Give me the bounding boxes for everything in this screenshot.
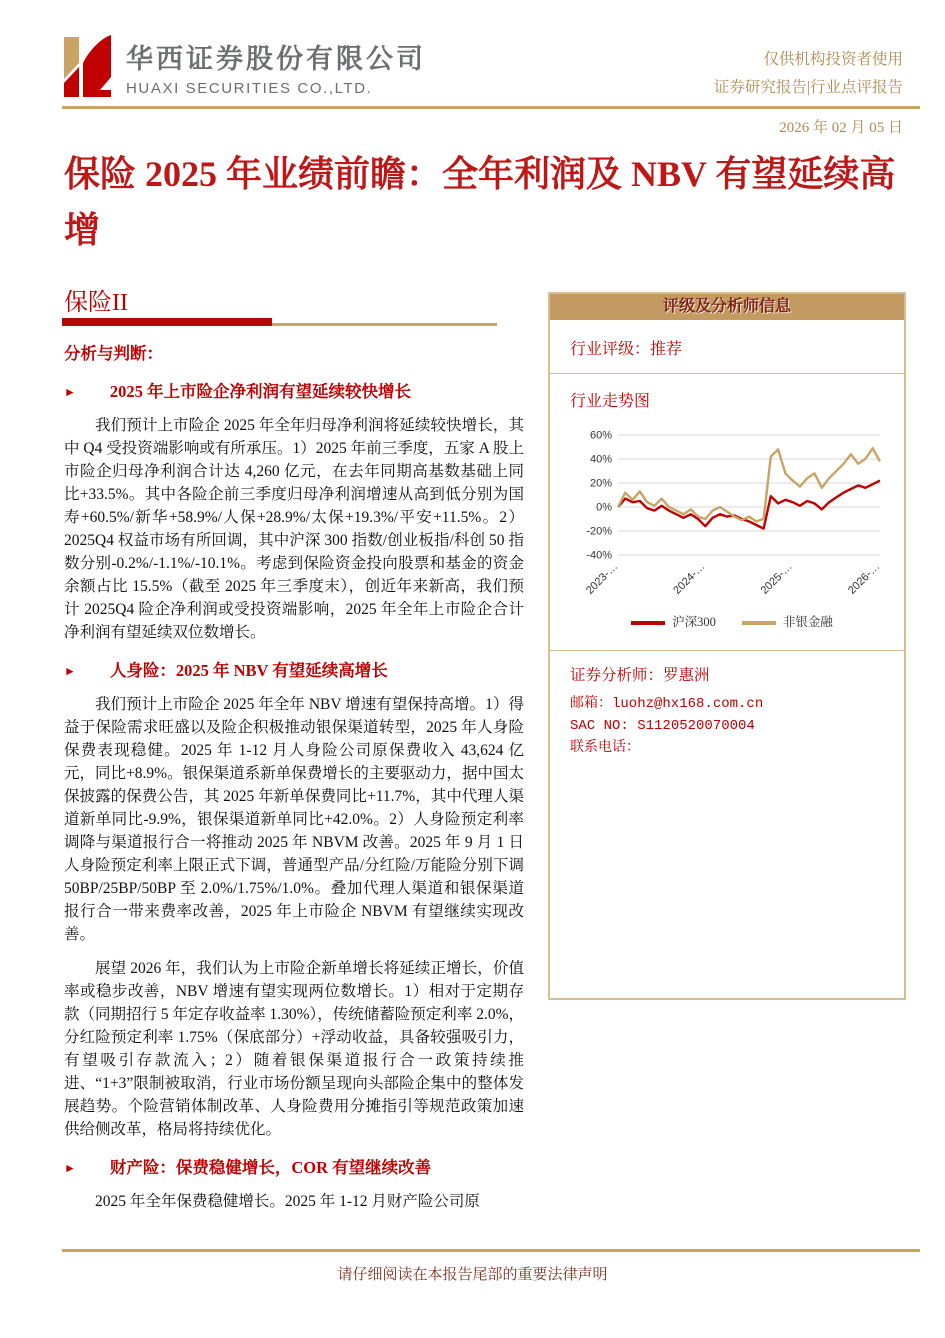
svg-text:20%: 20% xyxy=(589,477,612,490)
brand-block xyxy=(126,37,426,97)
analyst-sac-number: SAC NO: S1120520070004 xyxy=(570,718,755,734)
section-heading-1 xyxy=(64,380,524,405)
trend-chart-legend xyxy=(570,612,894,630)
svg-text:0%: 0% xyxy=(596,501,612,514)
section-1-paragraph-1: 我们预计上市险企 2025 年全年归母净利润将延续较快增长，其中 Q4 受投资端影响或有所承压。1）2025 年前三季度，五家 A 股上市险企归母净利润合计达 4,260 亿元，在去年同期高基数基础上同比+33.5%。其中各险企前三季度归母净利润增速从高到低分别为国寿+60.5%/新华+58.9%/人保+28.9%/太保+19.3%/平安+11.5%。2）2025Q4 权益市场有所回调，其中沪深 300 指数/创业板指/科创 50 指数分别-0.2%/-1.1%/-10.1%。考虑到保险资金投向股票和基金的资金余额占比 15.5%（截至 2025 年三季度末），创近年来新高，我们预计 2025Q4 险企净利润或受投资端影响，2025 年全年上市险企合计净利润有望延续双位数增长。 xyxy=(64,417,524,641)
legend-item xyxy=(742,612,833,630)
svg-text:2023-…: 2023-… xyxy=(583,560,621,597)
industry-trend-chart xyxy=(570,423,896,601)
report-date: 2026 年 02 月 05 日 xyxy=(779,120,903,136)
svg-text:-40%: -40% xyxy=(586,549,612,562)
company-name-en: HUAXI SECURITIES CO.,LTD. xyxy=(126,80,373,97)
section-heading-text: 人身险：2025 年 NBV 有望延续高增长 xyxy=(109,661,388,680)
section-3-paragraph-1: 2025 年全年保费稳健增长。2025 年 1-12 月财产险公司原 xyxy=(95,1193,480,1210)
analyst-phone: 联系电话： xyxy=(570,740,640,756)
header-right xyxy=(714,46,903,102)
analysis-column xyxy=(64,342,524,1224)
analyst-info-block xyxy=(550,651,904,773)
analyst-email: 邮箱：luohz@hx168.com.cn xyxy=(570,696,764,712)
footer-disclaimer: 请仔细阅读在本报告尾部的重要法律声明 xyxy=(337,1267,608,1283)
svg-text:2024-…: 2024-… xyxy=(671,560,708,597)
svg-text:40%: 40% xyxy=(589,453,612,466)
bullet-triangle-icon: ► xyxy=(64,664,76,678)
huaxi-logo-icon xyxy=(58,33,118,101)
company-name-cn: 华西证券股份有限公司 xyxy=(126,44,426,74)
trend-chart-title: 行业走势图 xyxy=(570,393,651,410)
industry-trend-block xyxy=(550,374,904,650)
rating-value: 推荐 xyxy=(650,341,683,358)
section-2-paragraph-1: 我们预计上市险企 2025 年全年 NBV 增速有望保持高增。1）得益于保险需求旺盛以及险企积极推动银保渠道转型，2025 年人身险保费表现稳健。2025 年 1-12 月人身险公司原保费收入 43,624 亿元，同比+8.9%。银保渠道系新单保费增长的主要驱动力，据中国太保披露的保费公告，其 2025 年新单保费同比+11.7%，其中代理人渠道新单同比-9.9%，银保渠道新单同比+42.0%。2）人身险预定利率调降与渠道报行合一将推动 2025 年 NBVM 改善。2025 年 9 月 1 日人身险预定利率上限正式下调，普通型产品/分红险/万能险分别下调 50BP/25BP/50BP 至 2.0%/1.75%/1.0%。叠加代理人渠道和银保渠道报行合一带来费率改善，2025 年上市险企 NBVM 有望继续实现改善。 xyxy=(64,696,524,943)
section-heading-text: 2025 年上市险企净利润有望延续较快增长 xyxy=(109,382,412,401)
section-heading-3 xyxy=(64,1156,524,1181)
svg-text:2026-…: 2026-… xyxy=(845,560,883,597)
page-title: 保险 2025 年业绩前瞻：全年利润及 NBV 有望延续高增 xyxy=(64,154,896,250)
underline-red-segment xyxy=(62,318,272,326)
legend-label: 非银金融 xyxy=(782,615,833,629)
footer-divider xyxy=(62,1249,920,1252)
section-heading-2 xyxy=(64,659,524,684)
svg-text:60%: 60% xyxy=(589,429,612,442)
legend-line-swatch xyxy=(742,621,776,625)
industry-rating-row xyxy=(550,320,904,373)
legend-label: 沪深300 xyxy=(672,615,716,629)
rating-analyst-box xyxy=(548,292,906,1000)
rating-label: 行业评级： xyxy=(570,341,651,358)
analyst-name: 证券分析师：罗惠洲 xyxy=(570,667,710,684)
legend-line-swatch xyxy=(631,621,665,625)
bullet-triangle-icon: ► xyxy=(64,1161,76,1175)
svg-text:2025-…: 2025-… xyxy=(758,560,795,597)
header-divider xyxy=(62,106,920,109)
industry-tag-underline xyxy=(62,318,497,326)
sidebar-box-title: 评级及分析师信息 xyxy=(550,294,904,320)
analysis-lead: 分析与判断： xyxy=(64,344,163,363)
legend-item xyxy=(631,612,716,630)
section-heading-text: 财产险：保费稳健增长，COR 有望继续改善 xyxy=(109,1158,432,1177)
audience-note: 仅供机构投资者使用 xyxy=(763,51,903,68)
industry-tag: 保险II xyxy=(64,290,128,316)
report-type: 证券研究报告|行业点评报告 xyxy=(713,79,903,96)
bullet-triangle-icon: ► xyxy=(64,385,76,399)
underline-tan-segment xyxy=(272,323,497,326)
svg-text:-20%: -20% xyxy=(586,525,612,538)
section-2-paragraph-2: 展望 2026 年，我们认为上市险企新单增长将延续正增长，价值率或稳步改善，NBV 增速有望实现两位数增长。1）相对于定期存款（同期招行 5 年定存收益率 1.30%），传统储蓄险预定利率 2.0%，分红险预定利率 1.75%（保底部分）+浮动收益，具备较强吸引力，有望吸引存款流入；2）随着银保渠道报行合一政策持续推进、“1+3”限制被取消，行业市场份额呈现向头部险企集中的整体发展趋势。个险营销体制改革、人身险费用分摊指引等规范政策加速供给侧改革，格局将持续优化。 xyxy=(64,960,524,1138)
